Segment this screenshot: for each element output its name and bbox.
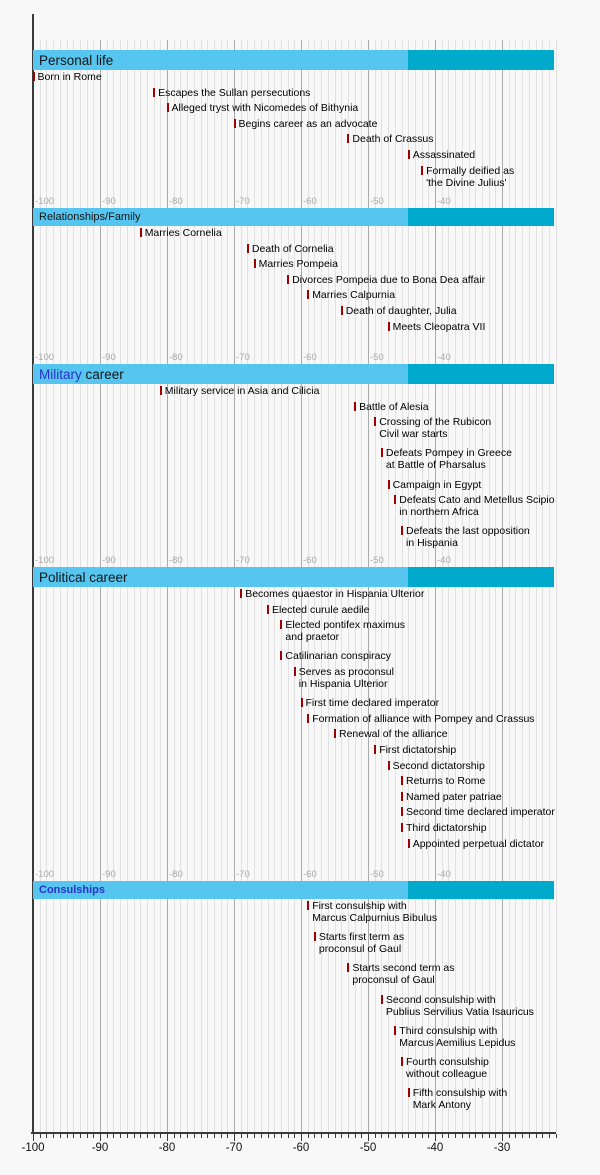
axis-tick <box>281 1134 282 1138</box>
axis-tick <box>174 1134 175 1138</box>
event-label-line: Defeats Pompey in Greece <box>385 447 512 460</box>
event-label-line: Starts first term as <box>318 931 405 944</box>
event-label-line: 'the Divine Julius' <box>426 176 507 189</box>
event-marker <box>381 448 383 457</box>
event-label <box>299 666 394 690</box>
event-label-line: without colleague <box>406 1068 488 1080</box>
event-marker <box>401 792 403 801</box>
event-label-line: Assassinated <box>412 149 476 161</box>
event-marker <box>301 698 303 707</box>
event-label <box>393 321 486 333</box>
section-bar <box>33 364 554 384</box>
period-label: -50 <box>370 869 384 880</box>
period-label: -80 <box>169 555 183 566</box>
axis-label: -80 <box>158 1142 176 1154</box>
axis-tick <box>167 1134 168 1141</box>
axis-tick <box>53 1134 54 1138</box>
axis-tick <box>60 1134 61 1138</box>
event-label-line: Publius Servilius Vatia Isauricus <box>385 1005 534 1018</box>
axis-tick <box>261 1134 262 1138</box>
period-label: -100 <box>35 196 55 207</box>
event-label <box>352 962 454 986</box>
axis-tick <box>448 1134 449 1138</box>
period-label: -80 <box>169 196 183 207</box>
axis-tick <box>489 1134 490 1138</box>
axis-tick <box>462 1134 463 1138</box>
axis-label: -30 <box>493 1142 511 1154</box>
event-label-line: Campaign in Egypt <box>392 478 482 491</box>
event-marker <box>334 729 336 738</box>
axis-tick <box>227 1134 228 1138</box>
event-marker <box>347 963 349 972</box>
axis-tick <box>495 1134 496 1138</box>
event-label <box>386 994 534 1018</box>
section-title-text: Political career <box>39 569 128 585</box>
event-label-line: Marries Calpurnia <box>312 289 396 302</box>
event-label-line: First dictatorship <box>379 744 457 756</box>
event-marker <box>341 306 343 315</box>
event-label <box>413 1087 508 1111</box>
event-label <box>426 165 514 189</box>
period-label: -50 <box>370 196 384 207</box>
event-label-line: Military service in Asia and Cilicia <box>164 385 320 397</box>
event-label <box>158 87 310 99</box>
event-label <box>319 931 404 955</box>
event-label-line: Third dictatorship <box>406 822 487 834</box>
axis-tick <box>375 1134 376 1138</box>
axis-tick <box>361 1134 362 1138</box>
event-label-line: Marries Cornelia <box>144 227 222 239</box>
axis-label: -100 <box>21 1142 45 1154</box>
event-label <box>245 588 424 600</box>
axis-tick <box>274 1134 275 1138</box>
axis-tick <box>87 1134 88 1138</box>
section-bar-period-posthumous <box>408 208 554 226</box>
axis-tick <box>120 1134 121 1138</box>
event-marker <box>234 119 236 128</box>
event-label-line: proconsul of Gaul <box>352 974 435 987</box>
axis-tick <box>107 1134 108 1138</box>
event-label-line: Returns to Rome <box>406 775 486 788</box>
axis-label: -60 <box>292 1142 310 1154</box>
event-label-line: Fourth consulship <box>406 1056 489 1068</box>
period-label: -80 <box>169 352 183 363</box>
axis-tick <box>435 1134 436 1141</box>
event-label-line: Marcus Aemilius Lepidus <box>399 1036 516 1049</box>
event-marker <box>401 823 403 832</box>
axis-tick <box>408 1134 409 1138</box>
period-label: -100 <box>35 352 55 363</box>
axis-label: -70 <box>225 1142 243 1154</box>
axis-tick <box>207 1134 208 1138</box>
axis-tick <box>288 1134 289 1138</box>
axis-tick <box>402 1134 403 1138</box>
period-label: -70 <box>236 555 250 566</box>
section-title-link[interactable]: Military <box>39 366 82 382</box>
event-label-line: Serves as proconsul <box>298 666 394 678</box>
event-label <box>379 744 456 756</box>
period-label: -90 <box>102 352 116 363</box>
axis-tick <box>469 1134 470 1138</box>
event-label <box>285 619 405 643</box>
event-marker <box>401 807 403 816</box>
section-bar-period-posthumous <box>408 364 554 384</box>
period-label: -90 <box>102 869 116 880</box>
event-label <box>145 227 222 239</box>
axis-tick <box>536 1134 537 1138</box>
event-label-line: Second dictatorship <box>392 759 485 772</box>
event-marker <box>374 745 376 754</box>
axis-tick <box>348 1134 349 1138</box>
period-label: -60 <box>303 869 317 880</box>
axis-tick <box>33 1134 34 1141</box>
event-label <box>406 806 555 818</box>
section-bar-period-posthumous <box>408 50 554 70</box>
event-label-line: Formation of alliance with Pompey and Crassus <box>312 712 535 725</box>
axis-tick <box>542 1134 543 1138</box>
event-label <box>346 305 457 317</box>
event-marker <box>307 290 309 299</box>
event-label-line: Marcus Calpurnius Bibulus <box>312 912 438 924</box>
period-label: -70 <box>236 869 250 880</box>
event-label <box>399 494 554 518</box>
event-label-line: Born in Rome <box>37 71 102 83</box>
period-label: -90 <box>102 196 116 207</box>
period-label: -70 <box>236 196 250 207</box>
event-label <box>406 822 487 834</box>
axis-tick <box>301 1134 302 1141</box>
event-label <box>312 289 395 301</box>
event-label-line: in Hispania Ulterior <box>298 678 388 690</box>
axis-tick <box>328 1134 329 1138</box>
event-label-line: Escapes the Sullan persecutions <box>158 86 311 99</box>
event-label-line: Fifth consulship with <box>412 1087 508 1100</box>
event-marker <box>408 839 410 848</box>
event-label-line: in Hispania <box>406 537 458 550</box>
period-label: -50 <box>370 352 384 363</box>
event-marker <box>280 651 282 660</box>
period-label: -40 <box>437 352 451 363</box>
period-label: -70 <box>236 352 250 363</box>
period-label: -40 <box>437 196 451 207</box>
axis-tick <box>127 1134 128 1138</box>
event-marker <box>388 480 390 489</box>
event-label-line: Third consulship with <box>399 1024 498 1037</box>
event-label-line: First consulship with <box>312 900 407 912</box>
axis-tick <box>154 1134 155 1138</box>
event-marker <box>240 589 242 598</box>
axis-tick <box>415 1134 416 1138</box>
event-label-line: Civil war starts <box>379 428 448 441</box>
event-label <box>413 149 475 161</box>
section-title-text: Personal life <box>39 52 114 68</box>
event-label-line: Death of Crassus <box>352 133 434 146</box>
axis-tick <box>355 1134 356 1138</box>
section-bar-period-posthumous <box>408 567 554 587</box>
event-label <box>172 102 359 114</box>
event-label-line: Battle of Alesia <box>359 400 429 413</box>
axis-tick <box>40 1134 41 1138</box>
axis-tick <box>422 1134 423 1138</box>
axis-tick <box>73 1134 74 1138</box>
event-label <box>352 133 433 145</box>
section-bar-period-posthumous <box>408 881 554 899</box>
period-label: -40 <box>437 869 451 880</box>
section-bar <box>33 881 554 899</box>
period-label: -60 <box>303 555 317 566</box>
axis-tick <box>475 1134 476 1138</box>
event-label <box>406 775 485 787</box>
event-marker <box>294 667 296 676</box>
axis-tick <box>134 1134 135 1138</box>
axis-tick <box>140 1134 141 1138</box>
section-title <box>39 208 140 226</box>
period-label: -40 <box>437 555 451 566</box>
event-label-line: Begins career as an advocate <box>238 117 378 130</box>
event-label-line: Appointed perpetual dictator <box>412 837 545 850</box>
section-title <box>39 881 105 899</box>
event-label <box>239 118 378 130</box>
event-label <box>292 274 485 286</box>
event-marker <box>254 259 256 268</box>
axis-label: -50 <box>359 1142 377 1154</box>
axis-tick <box>254 1134 255 1138</box>
event-label <box>379 416 491 440</box>
axis-tick <box>187 1134 188 1138</box>
axis-tick <box>241 1134 242 1138</box>
event-label-line: Starts second term as <box>352 962 455 975</box>
axis-tick <box>368 1134 369 1141</box>
event-marker <box>307 901 309 910</box>
axis-tick <box>268 1134 269 1138</box>
event-label <box>393 479 482 491</box>
event-label <box>312 713 534 725</box>
event-label <box>386 447 512 471</box>
section-title-text: Relationships/Family <box>39 211 141 223</box>
axis-label: -90 <box>91 1142 109 1154</box>
event-label <box>252 243 334 255</box>
event-marker <box>167 103 169 112</box>
axis-tick <box>113 1134 114 1138</box>
event-marker <box>287 275 289 284</box>
event-label-line: Defeats the last opposition <box>406 525 530 538</box>
event-label <box>259 258 338 270</box>
axis-tick <box>67 1134 68 1138</box>
axis-tick <box>80 1134 81 1138</box>
event-label-line: First time declared imperator <box>305 697 440 710</box>
event-marker <box>354 402 356 411</box>
axis-tick <box>395 1134 396 1138</box>
event-marker <box>401 776 403 785</box>
event-marker <box>394 1026 396 1035</box>
axis-tick <box>381 1134 382 1138</box>
axis-tick <box>442 1134 443 1138</box>
event-label <box>339 728 448 740</box>
event-marker <box>280 620 282 629</box>
axis-tick <box>180 1134 181 1138</box>
axis-tick <box>556 1134 557 1138</box>
event-label-line: Marries Pompeia <box>258 258 338 271</box>
axis-tick <box>93 1134 94 1138</box>
axis-tick <box>529 1134 530 1138</box>
section-title <box>39 567 128 587</box>
event-marker <box>401 526 403 535</box>
gridline-year <box>556 40 557 1132</box>
axis-tick <box>428 1134 429 1138</box>
event-label-line: in northern Africa <box>399 506 479 519</box>
axis-tick <box>549 1134 550 1138</box>
event-label-line: Renewal of the alliance <box>339 728 448 741</box>
axis-tick <box>482 1134 483 1138</box>
event-label <box>38 71 102 83</box>
axis-tick <box>201 1134 202 1138</box>
event-label-line: Defeats Cato and Metellus Scipio <box>399 494 555 507</box>
event-label <box>165 385 320 397</box>
axis-tick <box>221 1134 222 1138</box>
event-label-line: Crossing of the Rubicon <box>379 416 492 429</box>
section-bar <box>33 50 554 70</box>
event-marker <box>381 995 383 1004</box>
period-label: -100 <box>35 555 55 566</box>
event-marker <box>374 417 376 426</box>
event-label-line: Divorces Pompeia due to Bona Dea affair <box>292 273 486 286</box>
event-label <box>272 604 369 616</box>
event-marker <box>153 88 155 97</box>
period-label: -100 <box>35 869 55 880</box>
axis-tick <box>294 1134 295 1138</box>
event-label-line: Death of daughter, Julia <box>345 305 457 317</box>
event-label-line: proconsul of Gaul <box>318 943 402 956</box>
event-marker <box>421 166 423 175</box>
event-marker <box>307 714 309 723</box>
axis-tick <box>160 1134 161 1138</box>
axis-tick <box>515 1134 516 1138</box>
axis-tick <box>46 1134 47 1138</box>
axis-tick <box>147 1134 148 1138</box>
section-title-link[interactable]: Consulships <box>39 884 106 896</box>
axis-tick <box>100 1134 101 1141</box>
period-label: -60 <box>303 352 317 363</box>
section-bar <box>33 567 554 587</box>
event-label <box>399 1025 515 1049</box>
period-label: -60 <box>303 196 317 207</box>
event-marker <box>388 322 390 331</box>
axis-label: -40 <box>426 1142 444 1154</box>
axis-tick <box>388 1134 389 1138</box>
axis-tick <box>455 1134 456 1138</box>
axis-tick <box>194 1134 195 1138</box>
event-label-line: Death of Cornelia <box>251 242 334 255</box>
event-label <box>406 525 530 549</box>
event-label <box>285 650 391 662</box>
event-label-line: Elected pontifex maximus <box>285 619 406 632</box>
event-label-line: Formally deified as <box>426 164 515 177</box>
event-marker <box>160 386 162 395</box>
axis-tick <box>502 1134 503 1141</box>
period-label: -50 <box>370 555 384 566</box>
event-label-line: Becomes quaestor in Hispania Ulterior <box>245 588 425 600</box>
axis-tick <box>341 1134 342 1138</box>
event-label-line: and praetor <box>285 631 340 644</box>
event-marker <box>33 72 35 81</box>
event-label <box>359 401 428 413</box>
section-title <box>39 364 124 384</box>
section-title <box>39 50 113 70</box>
event-label-line: Alleged tryst with Nicomedes of Bithynia <box>171 102 359 115</box>
event-label-line: at Battle of Pharsalus <box>385 459 486 472</box>
event-label <box>393 760 485 772</box>
axis-tick <box>234 1134 235 1141</box>
event-label <box>312 900 437 924</box>
event-marker <box>314 932 316 941</box>
event-marker <box>401 1057 403 1066</box>
axis-tick <box>509 1134 510 1138</box>
axis-tick <box>214 1134 215 1138</box>
event-marker <box>408 1088 410 1097</box>
event-label-line: Named pater patriae <box>406 790 502 803</box>
event-label-line: Elected curule aedile <box>272 603 370 616</box>
axis-tick <box>335 1134 336 1138</box>
event-marker <box>388 761 390 770</box>
event-label <box>413 838 544 850</box>
event-label <box>406 791 502 803</box>
event-marker <box>140 228 142 237</box>
event-marker <box>394 495 396 504</box>
event-label-line: Catilinarian conspiracy <box>285 650 392 663</box>
event-label-line: Meets Cleopatra VII <box>392 320 486 333</box>
event-marker <box>247 244 249 253</box>
event-marker <box>347 134 349 143</box>
event-label <box>306 697 440 709</box>
axis-tick <box>247 1134 248 1138</box>
event-marker <box>408 150 410 159</box>
axis-tick <box>321 1134 322 1138</box>
section-bar <box>33 208 554 226</box>
axis-tick <box>522 1134 523 1138</box>
event-label-line: Second consulship with <box>385 993 496 1006</box>
section-title-text: career <box>81 366 124 382</box>
event-label-line: Mark Antony <box>412 1099 472 1112</box>
event-marker <box>267 605 269 614</box>
axis-tick <box>314 1134 315 1138</box>
event-label-line: Second time declared imperator <box>406 806 555 819</box>
period-label: -80 <box>169 869 183 880</box>
period-label: -90 <box>102 555 116 566</box>
axis-tick <box>308 1134 309 1138</box>
event-label <box>406 1056 489 1080</box>
